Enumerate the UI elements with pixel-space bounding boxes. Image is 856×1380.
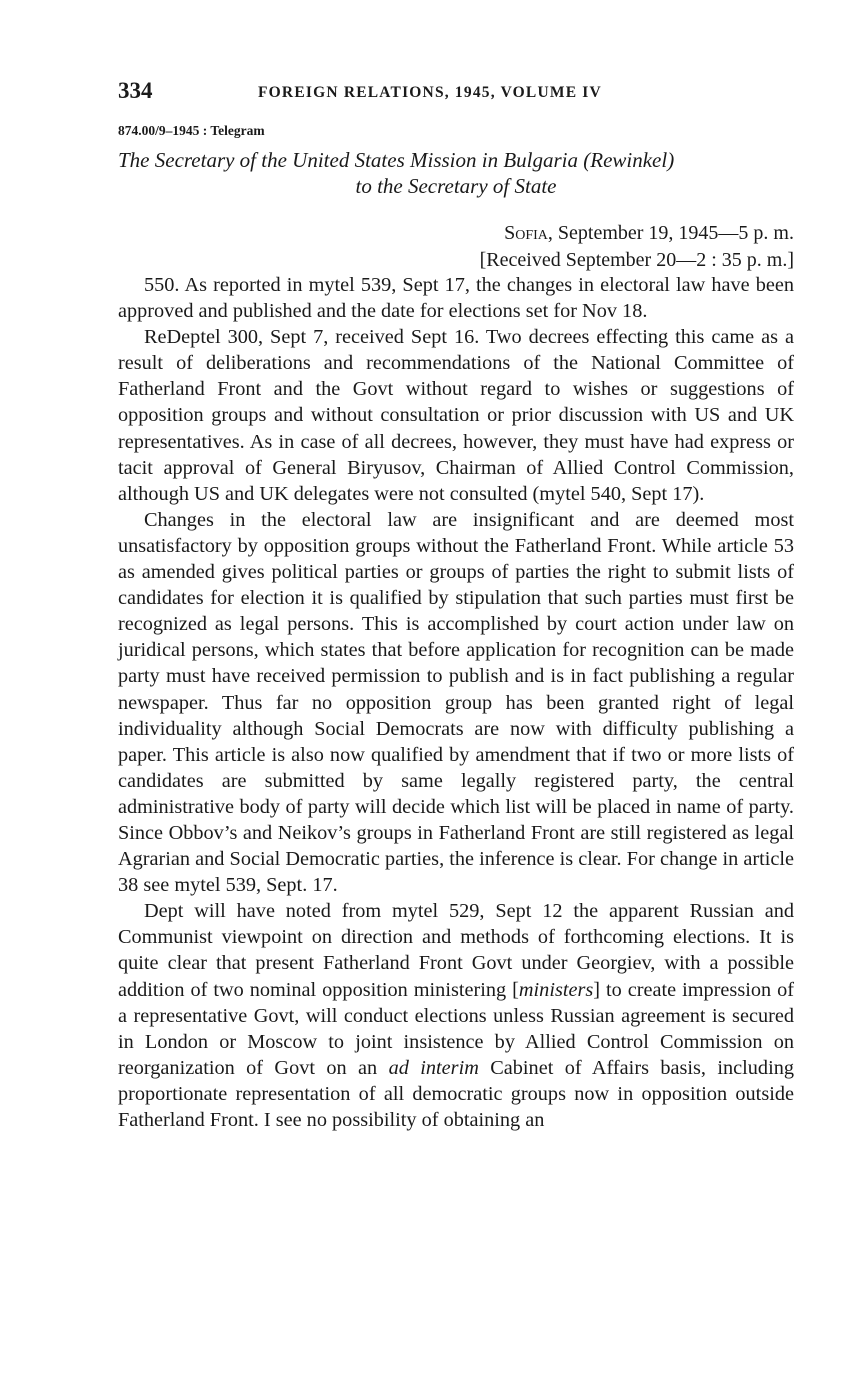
paragraph-4-part-a: Dept will have noted from mytel 529, Sept 12 the apparent Russian and Communist viewpoint on direction and methods of forthcoming elections. It is quite clear that present Fatherland Front Govt under Georgiev, with a possible addition of two nominal opposition ministering [ (118, 900, 794, 1001)
dateline (480, 220, 794, 274)
editorial-insertion: ministers (518, 978, 594, 1001)
latin-phrase: ad interim (388, 1056, 479, 1079)
date-sent (480, 220, 794, 247)
paragraph-4-part-e: Cabinet of Affairs basis, including proportionate representation of all democratic groups now in opposition outside Fatherland Front. I see no possibility of obtaining an (118, 1056, 794, 1131)
running-head (118, 78, 794, 108)
file-reference: 874.00/9–1945 : Telegram (118, 123, 265, 138)
date-sent-text: , September 19, 1945—5 p. m. (547, 222, 794, 244)
paragraph-4-part-c: ] to create impression of a representative Govt, will conduct elections unless Russian agreement is secured in London or Moscow to joint insistence by Allied Control Commission on reorganization of Govt on an (118, 978, 794, 1079)
page-number: 334 (118, 78, 153, 103)
paragraph-4 (118, 898, 794, 1133)
document-title (118, 147, 794, 199)
running-title: FOREIGN RELATIONS, 1945, VOLUME IV (258, 84, 602, 101)
paragraph-3: Changes in the electoral law are insignificant and are deemed most unsatisfactory by opposition groups without the Fatherland Front. While article 53 as amended gives political parties or groups of parties the right to submit lists of candidates for election it is qualified by stipulation that such parties must first be recognized as legal persons. This is accomplished by court action under law on juridical persons, which states that before application for recognition can be made party must have received permission to publish and is in fact publishing a regular newspaper. Thus far no opposition group has been granted right of legal individuality although Social Democrats are now with difficulty publishing a paper. This article is also now qualified by amendment that if two or more lists of candidates are submitted by same legally registered party, the central administrative body of party will decide which list will be placed in name of party. Since Obbov’s and Neikov’s groups in Fatherland Front are still registered as legal Agrarian and Social Democratic parties, the inference is clear. For change in article 38 see mytel 539, Sept. 17. (118, 508, 794, 897)
document-title-line-2: to the Secretary of State (355, 174, 557, 198)
place-name: Sofia (504, 222, 548, 244)
paragraph-2: ReDeptel 300, Sept 7, received Sept 16. Two decrees effecting this came as a result of deliberations and recommendations of the National Committee of Fatherland Front and the Govt without regard to wishes or suggestions of opposition groups and without consultation or prior discussion with US and UK representatives. As in case of all decrees, however, they must have had express or tacit approval of General Biryusov, Chairman of Allied Control Commission, although US and UK delegates were not consulted (mytel 540, Sept 17). (118, 326, 794, 505)
paragraph-1: 550. As reported in mytel 539, Sept 17, the changes in electoral law have been approved and published and the date for elections set for Nov 18. (118, 274, 794, 323)
date-received: [Received September 20—2 : 35 p. m.] (479, 249, 794, 271)
telegram-body (118, 272, 794, 1133)
document-title-line-1: The Secretary of the United States Mission in Bulgaria (Rewinkel) (118, 148, 675, 172)
